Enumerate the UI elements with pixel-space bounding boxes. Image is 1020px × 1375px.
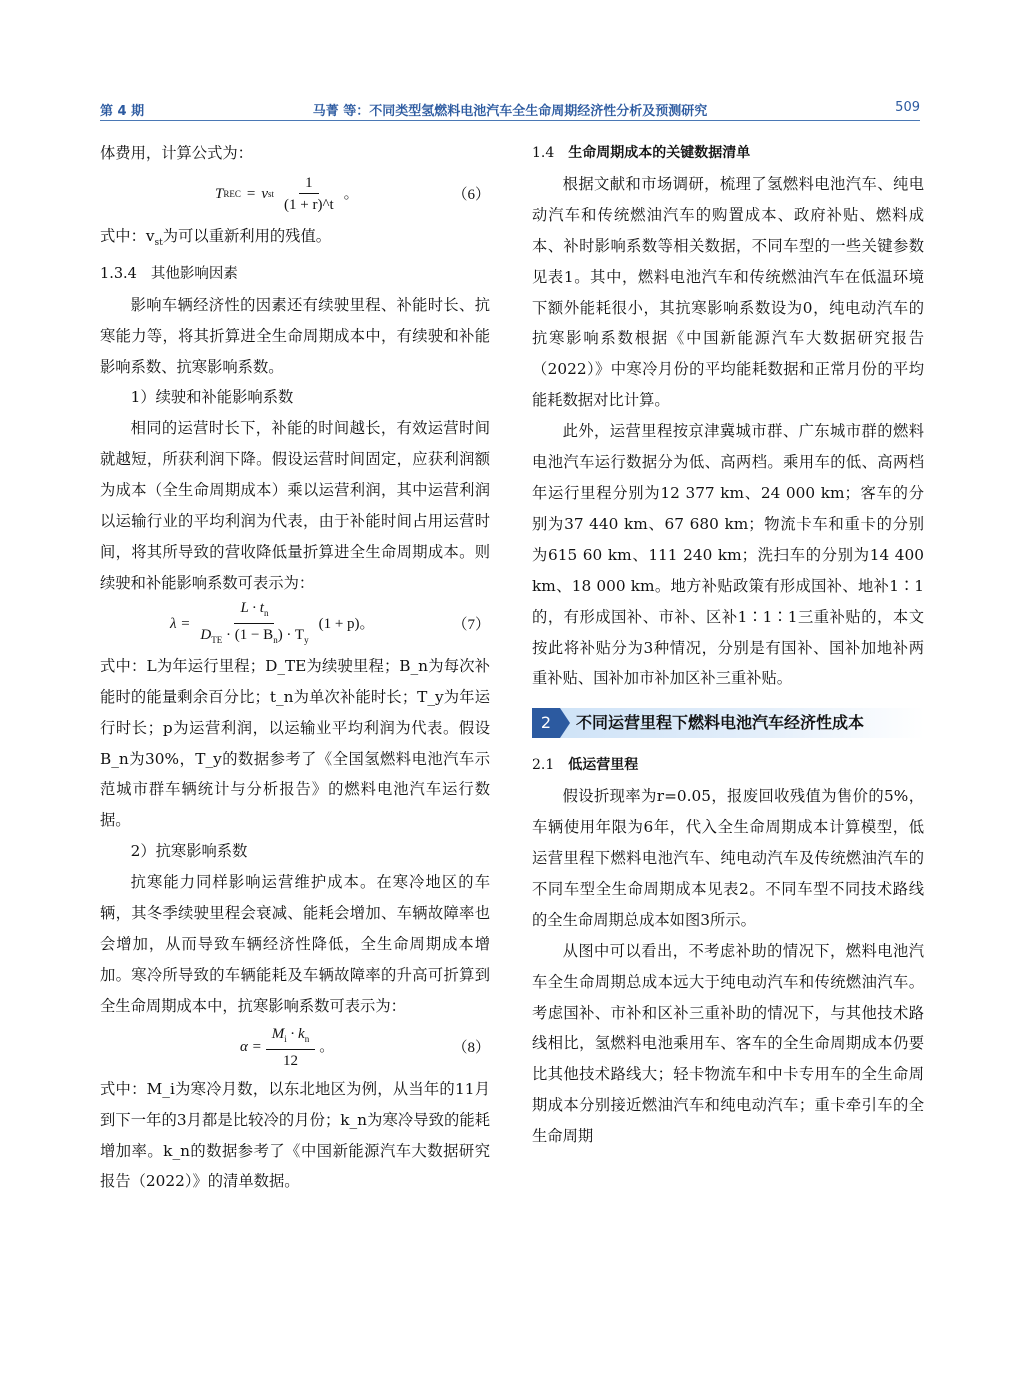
paragraph: 体费用，计算公式为： <box>100 144 253 162</box>
equation-number: （8） <box>452 1039 490 1056</box>
section-heading: 1.4 生命周期成本的关键数据清单 <box>532 145 751 161</box>
list-item: 1）续驶和补能影响系数 <box>130 388 294 407</box>
running-header <box>100 96 920 121</box>
paragraph: 假设折现率为r=0.05，报废回收残值为售价的5%，车辆使用年限为6年，代入全生命周期成本计算模型，低运营里程下燃料电池汽车、纯电动汽车及传统燃油汽车的不同车型全生命周期成本见表2。不同车型不同技术路线的全生命周期总成本如图3所示。 <box>532 787 924 929</box>
page-number: 509 <box>895 100 920 115</box>
left-column <box>100 138 490 1197</box>
running-title: 马菁 等：不同类型氢燃料电池汽车全生命周期经济性分析及预测研究 <box>312 104 708 119</box>
paragraph: 式中：M_i为寒冷月数，以东北地区为例，从当年的11月到下一年的3月都是比较冷的月份；k_n为寒冷导致的能耗增加率。k_n的数据参考了《中国新能源汽车大数据研究报告（2022）》的清单数据。 <box>100 1079 490 1191</box>
subsection-heading: 1.3.4 其他影响因素 <box>100 265 238 282</box>
paragraph: 此外，运营里程按京津冀城市群、广东城市群的燃料电池汽车运行数据分为低、高两档。乘用车的低、高两档年运行里程分别为12 377 km、24 000 km；客车的分别为37 440 km、67 680 km；物流卡车和重卡的分别为615 60 km、111 240 km；洗扫车的分别为14 400 km、18 000 km。地方补贴政策有形成国补、地补1∶1的，有形成国补、市补、区补1∶1∶1三重补贴的，本文按此将补贴分为3种情况，分别是有国补、国补加地补两重补贴、国补加市补加区补三重补贴。 <box>532 422 924 688</box>
equation-number: （6） <box>452 186 490 203</box>
paragraph: 根据文献和市场调研，梳理了氢燃料电池汽车、纯电动汽车和传统燃油汽车的购置成本、政府补贴、燃料成本、补时影响系数等相关数据，不同车型的一些关键参数见表1。其中，燃料电池汽车和传统燃油汽车在低温环境下额外能耗很小，其抗寒影响系数设为0，纯电动汽车的抗寒影响系数根据《中国新能源汽车大数据研究报告（2022）》中寒冷月份的平均能耗数据和正常月份的平均能耗数据对比计算。 <box>532 174 924 410</box>
fraction: $\frac{1}{(1 + r)\^{}t}$ <box>284 175 334 214</box>
fraction: $\frac{M_i \cdot k_n}{12}$ <box>266 1024 315 1072</box>
paragraph: 影响车辆经济性的因素还有续驶里程、补能时长、抗寒能力等，将其折算进全生命周期成本中，有续驶和补能影响系数、抗寒影响系数。 <box>100 295 490 376</box>
equation-8: α = $\frac{M_i \cdot k_n}{12}$ 。 （8） <box>100 1026 490 1070</box>
banner-arrow-icon <box>560 708 570 738</box>
paragraph: 式中：L为年运行里程；D_TE为续驶里程；B_n为每次补能时的能量剩余百分比；t_n为单次补能时长；T_y为年运行时长；p为运营利润，以运输业平均利润为代表。假设B_n为30%，T_y的数据参考了《全国氢燃料电池汽车示范城市群车辆统计与分析报告》的燃料电池汽车运行数据。 <box>100 656 490 830</box>
journal-issue: 第 4 期 <box>100 104 145 119</box>
section-heading: 2.1 低运营里程 <box>532 757 639 774</box>
paragraph: 从图中可以看出，不考虑补助的情况下，燃料电池汽车全生命周期总成本远大于纯电动汽车和传统燃油汽车。考虑国补、市补和区补三重补助的情况下，与其他技术路线相比，氢燃料电池乘用车、客车的全生命周期成本仍要比其他技术路线大；轻卡物流车和中卡专用车的全生命周期成本分别接近燃油汽车和纯电动汽车；重卡牵引车的全生命周期 <box>532 941 924 1146</box>
equation-number: （7） <box>452 616 490 633</box>
equation-7: λ = $\frac{L \cdot t_n}{D_{TE} \cdot (1 - B_n) \cdot T_y}$ (1 + p)。 （7） <box>100 603 490 647</box>
paragraph: 式中：$v_{st}$为可以重新利用的残值。 <box>100 226 332 248</box>
paragraph: 相同的运营时长下，补能的时间越长，有效运营时间就越短，所获利润下降。假设运营时间固定，应获利润额为成本（全生命周期成本）乘以运营利润，其中运营利润以运输行业的平均利润为代表，由于补能时间占用运营时间，将其所导致的营收降低量折算进全生命周期成本。则续驶和补能影响系数可表示为： <box>100 419 490 592</box>
list-item: 2）抗寒影响系数 <box>130 842 248 861</box>
section-title: 不同运营里程下燃料电池汽车经济性成本 <box>576 713 865 733</box>
section-banner <box>532 708 924 738</box>
equation-6: T REC = v st $\frac{1}{(1 + r)\^{}t}$ 。 （6） <box>100 173 490 217</box>
paragraph: 抗寒能力同样影响运营维护成本。在寒冷地区的车辆，其冬季续驶里程会衰减、能耗会增加、车辆故障率也会增加，从而导致车辆经济性降低，全生命周期成本增加。寒冷所导致的车辆能耗及车辆故障率的升高可折算到全生命周期成本中，抗寒影响系数可表示为： <box>100 873 490 1015</box>
fraction: $\frac{L \cdot t_n}{D_{TE} \cdot (1 - B_n) \cdot T_y}$ <box>200 600 309 646</box>
section-number: 2 <box>532 708 560 738</box>
right-column <box>532 138 924 1152</box>
